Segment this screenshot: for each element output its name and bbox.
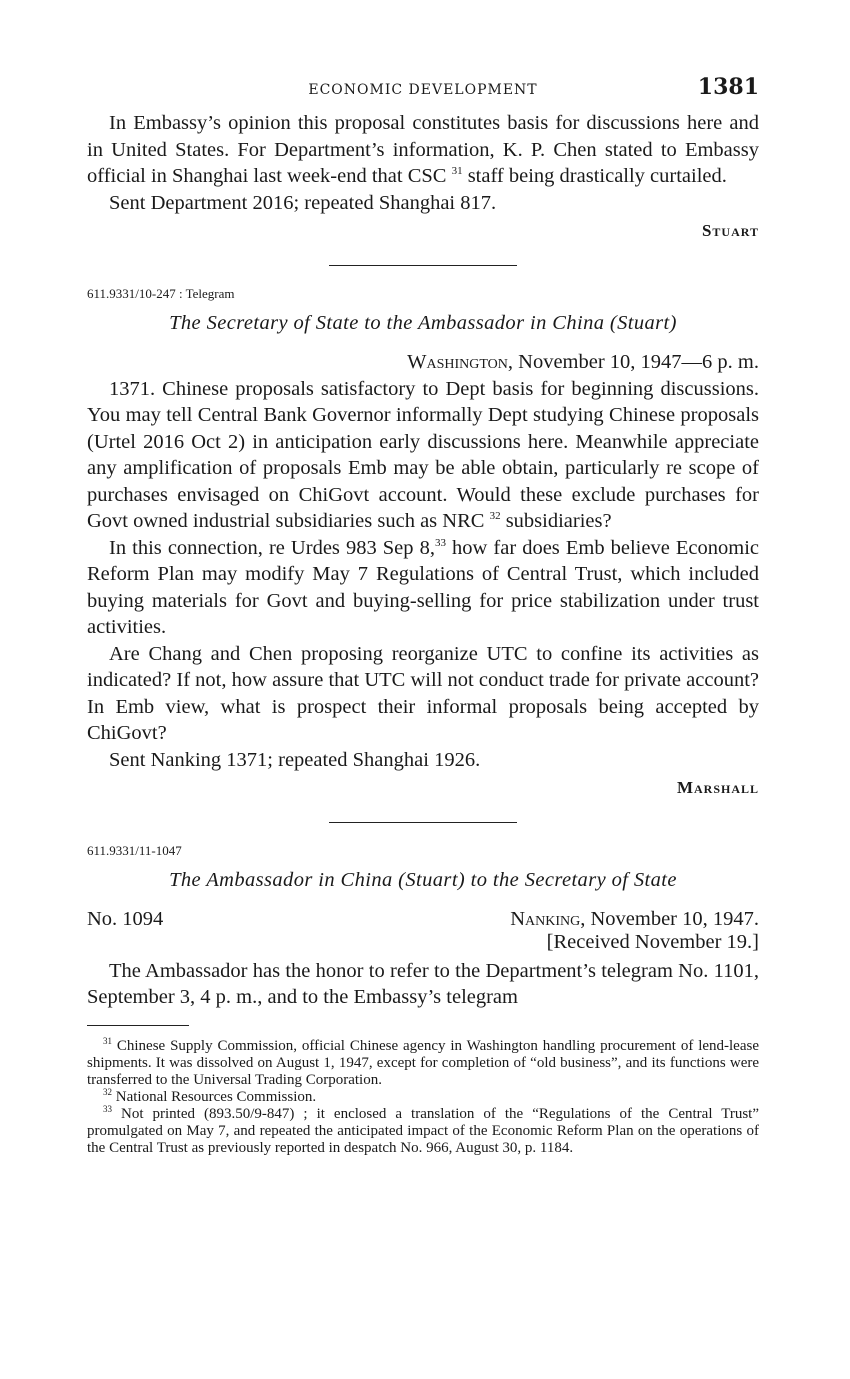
paragraph-text: 1371. Chinese proposals satisfactory to Dept basis for beginning discussions. You may tell Central Bank Governor informally Dept studying Chinese proposals (Urtel 2016 Oct 2) in anticipation early discussions here. Meanwhile appreciate any amplification of proposals Emb may be able obtain, particularly re scope of purchases envisaged on ChiGovt account. Would these exclude purchases for Govt owned industrial subsidiaries such as NRC [87,377,759,532]
footnote [87,1086,759,1106]
paragraph: The Ambassador has the honor to refer to the Department’s telegram No. 1101, September 3, 4 p. m., and to the Embassy’s telegram [87,959,759,1008]
footnote-ref: 31 [451,165,463,178]
footnote-mark: 32 [103,1086,112,1097]
footnote-mark: 33 [103,1103,112,1114]
document-heading: The Ambassador in China (Stuart) to the Secretary of State [169,868,677,891]
footnote-text: National Resources Commission. [115,1088,317,1105]
paragraph: Are Chang and Chen proposing reorganize UTC to confine its activities as indicated? If not, how assure that UTC will not conduct trade for private account? In Emb view, what is prospect their informal proposals being accepted by ChiGovt? [87,642,759,744]
footnote-ref: 32 [489,510,501,523]
document-despatch [87,843,759,1011]
dateline-place: Nanking, [510,907,586,930]
received-date: [Received November 19.] [546,930,759,953]
footnote-rule [87,1025,189,1026]
running-head [87,70,759,110]
paragraph-text: In Embassy’s opinion this proposal constitutes basis for discussions here and in United States. For Department’s information, K. P. Chen stated to Embassy official in Shanghai last week-end that CSC [87,112,759,187]
footnote-text: Chinese Supply Commission, official Chinese agency in Washington handling procurement of lend-lease shipments. It was dissolved on August 1, 1947, except for completion of “old business”, and its functions were transferred to the Universal Trading Corporation. [87,1037,759,1088]
paragraph: Sent Nanking 1371; repeated Shanghai 1926. [109,748,481,771]
file-reference: 611.9331/11-1047 [87,842,182,858]
signature: Stuart [701,221,759,240]
dateline-date: November 10, 1947—6 p. m. [513,350,759,373]
paragraph-text: how far does Emb believe Economic Reform Plan may modify May 7 Regulations of Central Trust, which included buying materials for Govt and buying-selling for price stabilization under trust activities. [87,536,759,638]
page [87,70,759,1157]
running-head-title: ECONOMIC DEVELOPMENT [308,82,538,98]
dateline [87,351,759,374]
dateline-place: Washington, [407,350,514,373]
paragraph-text: subsidiaries? [500,510,612,532]
footnote-mark: 31 [103,1035,112,1046]
footnote-text: Not printed (893.50/9-847) ; it enclosed a translation of the “Regulations of the Central Trust” promulgated on May 7, and repeated the anticipated impact of the Economic Reform Plan on the operations of the Central Trust as previously reported in despatch No. 966, August 30, p. 1184. [87,1105,760,1156]
despatch-number: No. 1094 [87,907,164,930]
paragraph [87,110,759,190]
footnotes [87,1035,760,1157]
paragraph-text: In this connection, re Urdes 983 Sep 8, [109,536,435,559]
document-telegram [87,286,759,802]
dateline-date: November 10, 1947. [585,907,759,930]
signature: Marshall [676,778,759,797]
continuation-section [87,110,759,245]
footnote [87,1035,759,1089]
paragraph-text: staff being drastically curtailed. [462,165,727,187]
number-dateline-row [87,908,759,931]
page-number: 1381 [697,74,759,100]
paragraph [87,376,759,535]
section-divider [329,822,517,823]
document-heading: The Secretary of State to the Ambassador in China (Stuart) [169,311,677,334]
footnote-ref: 33 [434,536,446,549]
footnote [87,1103,760,1157]
dateline [510,908,759,931]
section-divider [329,265,517,266]
paragraph: Sent Department 2016; repeated Shanghai 817. [109,191,497,214]
paragraph [87,535,759,641]
file-reference: 611.9331/10-247 : Telegram [87,285,235,301]
